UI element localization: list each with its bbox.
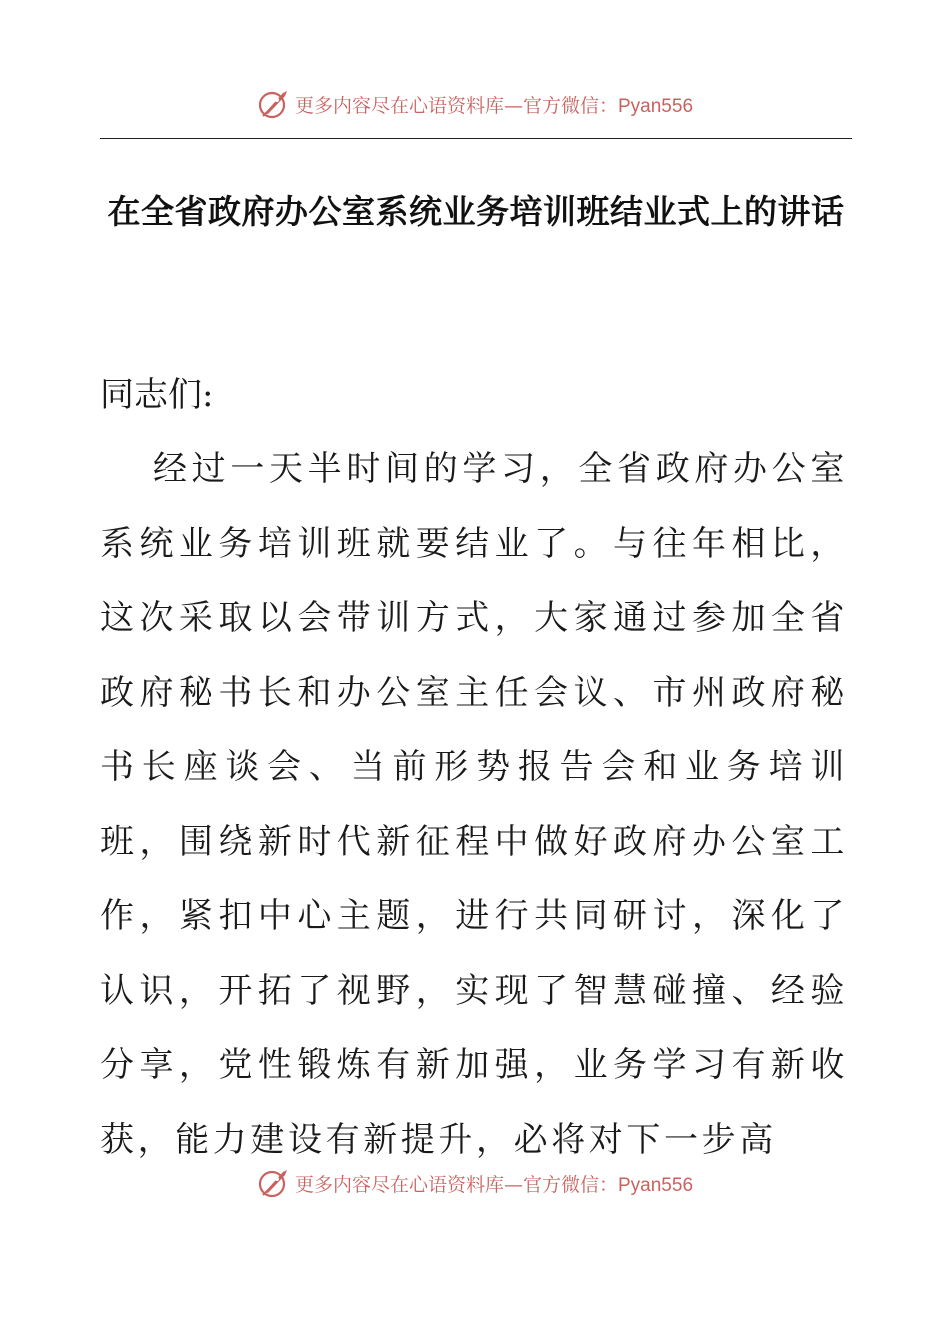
header-banner-text [295,91,693,118]
body-paragraph: 经过一天半时间的学习，全省政府办公室系统业务培训班就要结业了。与往年相比，这次采取以会带训方式，大家通过参加全省政府秘书长和办公室主任会议、市州政府秘书长座谈会、当前形势报告会和业务培训班，围绕新时代新征程中做好政府办公室工作，紧扣中心主题，进行共同研讨，深化了认识，开拓了视野，实现了智慧碰撞、经验分享，党性锻炼有新加强，业务学习有新收获，能力建设有新提升，必将对下一步高 [100,449,848,1160]
footer-banner-prefix: 更多内容尽在心语资料库—官方微信： [294,1173,618,1196]
header-banner [0,84,950,124]
header-banner-prefix: 更多内容尽在心语资料库—官方微信： [294,94,618,117]
quill-logo-icon [257,1166,291,1200]
header-wechat-id: Pyan556 [618,95,694,117]
footer-wechat-id: Pyan556 [618,1174,694,1196]
salutation: 同志们: [100,375,214,415]
header-divider [100,138,852,139]
footer-banner-text [295,1170,693,1197]
footer-banner [0,1163,950,1203]
document-title: 在全省政府办公室系统业务培训班结业式上的讲话 [107,192,845,231]
quill-logo-icon [257,87,291,121]
